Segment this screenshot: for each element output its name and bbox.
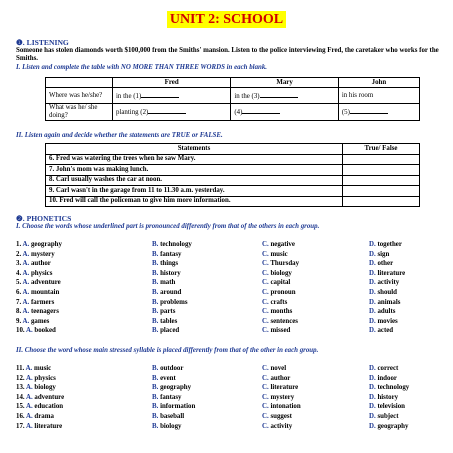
option-word: author [30,260,51,268]
answer-option[interactable] [16,308,59,315]
option-letter: B. [152,327,159,335]
option-letter: B. [152,412,159,420]
table-row [46,165,420,176]
answer-option[interactable] [369,251,389,258]
question-row [16,251,440,261]
option-word: literature [34,422,63,430]
table-row [46,154,420,165]
option-letter: B. [152,422,159,430]
question-number: 3. [16,260,22,268]
answer-option[interactable] [152,423,182,430]
answer-option[interactable] [262,299,287,306]
answer-option[interactable] [369,270,405,277]
statement-cell: 9. Carl wasn't in the garage from 11 to 11.30 a.m. yesterday. [46,186,343,197]
question-number: 2. [16,250,22,258]
answer-option[interactable] [262,260,299,267]
option-word: baseball [160,412,185,420]
option-letter: A. [22,288,30,296]
option-letter: B. [152,288,159,296]
option-letter: D. [369,384,376,392]
option-letter: A. [22,317,30,325]
option-word: drama [34,412,54,420]
answer-option[interactable] [262,318,298,325]
option-letter: B. [152,279,159,287]
answer-option[interactable] [262,403,301,410]
table-header-row [46,144,420,155]
option-letter: A. [25,327,33,335]
option-letter: C. [262,412,269,420]
option-word: author [270,374,291,382]
option-word: adults [377,308,396,316]
option-letter: C. [262,298,269,306]
answer-option[interactable] [262,241,295,248]
answer-cell[interactable] [343,186,420,197]
option-letter: D. [369,288,376,296]
option-word: crafts [270,298,288,306]
pronunciation-question-grid [16,241,440,337]
option-word: event [160,374,176,382]
option-letter: A. [25,422,33,430]
table-cell: Where was he/she? [46,88,113,104]
answer-option[interactable] [152,403,195,410]
answer-option[interactable] [369,241,402,248]
answer-option[interactable] [369,365,398,372]
option-letter: C. [262,422,269,430]
option-word: capital [270,279,291,287]
question-row [16,423,440,433]
option-word: pronoun [270,288,296,296]
option-word: novel [270,365,287,372]
question-row [16,375,440,385]
answer-option[interactable] [262,270,292,277]
option-word: teenagers [30,308,59,316]
question-row [16,384,440,394]
question-row [16,241,440,251]
question-number: 13. [16,384,25,392]
option-word: music [34,365,52,372]
answer-option[interactable] [262,251,288,258]
table-header-cell [46,78,113,88]
answer-option[interactable] [16,384,56,391]
answer-option[interactable] [262,279,290,286]
option-word: correct [377,365,399,372]
answer-option[interactable] [262,394,294,401]
statement-cell: 7. John's mom was making lunch. [46,165,343,176]
table-cell [231,88,339,104]
statement-cell: 10. Fred will call the policeman to give him more information. [46,196,343,207]
option-letter: A. [25,374,33,382]
cell-text: in the (3) [234,92,260,100]
option-word: literature [377,269,406,277]
question-number: 15. [16,403,25,411]
question-row [16,270,440,280]
answer-option[interactable] [16,375,56,382]
answer-option[interactable] [16,279,61,286]
answer-option[interactable] [369,413,399,420]
option-letter: A. [22,308,30,316]
option-letter: B. [152,365,159,372]
answer-option[interactable] [152,241,192,248]
option-letter: D. [369,308,376,316]
table-cell [113,104,231,121]
option-word: mountain [30,288,60,296]
answer-option[interactable] [369,299,400,306]
answer-cell[interactable] [343,196,420,207]
option-word: outdoor [160,365,184,372]
question-number: 14. [16,393,25,401]
option-letter: B. [152,393,159,401]
answer-cell[interactable] [343,175,420,186]
answer-option[interactable] [152,308,175,315]
answer-blank[interactable] [350,107,388,114]
phonetics-part2-instruction: II. Choose the word whose main stressed syllable is placed differently from that of the other in each group. [16,347,319,354]
option-word: physics [30,269,53,277]
question-number: 1. [16,241,22,248]
option-word: games [30,317,50,325]
option-letter: C. [262,327,269,335]
section-phonetics-heading [16,214,71,223]
option-word: history [160,269,181,277]
option-word: movies [377,317,398,325]
table-header-row [46,78,420,88]
table-cell: in his room [338,88,419,104]
option-word: animals [377,298,401,306]
answer-option[interactable] [152,413,184,420]
option-letter: B. [152,269,159,277]
section-listening-heading [16,38,69,47]
option-letter: D. [369,269,376,277]
option-word: technology [160,241,192,248]
listening-table-1 [45,77,420,121]
statement-cell: 6. Fred was watering the trees when he saw Mary. [46,154,343,165]
option-word: biology [34,384,56,392]
option-word: education [34,403,64,411]
option-letter: A. [22,260,30,268]
answer-option[interactable] [16,365,51,372]
question-number: 10. [16,327,25,335]
option-letter: A. [22,279,30,287]
question-number: 16. [16,412,25,420]
phonetics-part1-instruction: I. Choose the words whose underlined part is pronounced differently from that of the others in each group. [16,223,320,230]
answer-option[interactable] [16,260,51,267]
answer-option[interactable] [262,365,286,372]
option-word: Thursday [270,260,300,268]
answer-blank[interactable] [242,107,280,114]
option-word: literature [270,384,299,392]
option-word: mystery [270,393,295,401]
option-letter: A. [25,365,33,372]
answer-option[interactable] [16,394,64,401]
option-letter: C. [262,308,269,316]
option-letter: C. [262,269,269,277]
option-word: problems [160,298,188,306]
option-letter: C. [262,241,269,248]
option-letter: C. [262,317,269,325]
option-letter: C. [262,250,269,258]
answer-option[interactable] [369,308,395,315]
answer-option[interactable] [369,423,408,430]
answer-option[interactable] [152,375,176,382]
option-letter: B. [152,308,159,316]
answer-option[interactable] [152,327,179,334]
option-letter: C. [262,288,269,296]
answer-option[interactable] [16,413,54,420]
answer-option[interactable] [152,318,177,325]
table-row [46,104,420,121]
answer-option[interactable] [16,299,54,306]
answer-option[interactable] [152,394,182,401]
option-word: around [160,288,182,296]
section-number-icon: ❶. [16,38,25,47]
true-false-table [45,143,420,207]
table-cell [338,104,419,121]
answer-option[interactable] [152,260,178,267]
answer-option[interactable] [369,289,397,296]
option-word: fantasy [160,250,182,258]
option-word: farmers [30,298,55,306]
table-cell: What was he/ she doing? [46,104,113,121]
table-header-cell: John [338,78,419,88]
question-row [16,260,440,270]
answer-option[interactable] [152,289,181,296]
option-word: adventure [34,393,65,401]
answer-option[interactable] [369,279,399,286]
question-row [16,308,440,318]
listening-intro: Someone has stolen diamonds worth $100,000 from the Smiths' mansion. Listen to the police interviewing Fred, the caretaker who works for the Smiths. [16,47,439,63]
option-letter: D. [369,279,376,287]
answer-cell[interactable] [343,165,420,176]
question-number: 6. [16,288,22,296]
answer-option[interactable] [369,384,409,391]
answer-option[interactable] [16,270,52,277]
answer-blank[interactable] [141,91,179,98]
option-letter: B. [152,250,159,258]
answer-option[interactable] [16,289,59,296]
question-row [16,289,440,299]
table-row [46,175,420,186]
question-row [16,318,440,328]
answer-option[interactable] [152,270,181,277]
cell-text: (4) [234,109,243,116]
table-cell [113,88,231,104]
title-wrap [0,10,453,28]
unit-title: UNIT 2: SCHOOL [167,11,286,28]
option-word: tables [160,317,178,325]
answer-option[interactable] [369,375,397,382]
listening-part2-instruction: II. Listen again and decide whether the statements are TRUE or FALSE. [16,132,223,139]
question-number: 11. [16,365,25,372]
table-header-cell: True/ False [343,144,420,155]
option-word: intonation [270,403,301,411]
question-row [16,394,440,404]
answer-option[interactable] [262,423,292,430]
option-letter: D. [369,250,376,258]
option-letter: A. [22,250,30,258]
answer-option[interactable] [262,327,290,334]
answer-option[interactable] [152,251,182,258]
table-row [46,186,420,197]
answer-option[interactable] [16,403,63,410]
stress-question-grid [16,365,440,432]
question-number: 7. [16,298,22,306]
option-letter: B. [152,403,159,411]
option-letter: D. [369,317,376,325]
option-letter: C. [262,279,269,287]
option-letter: B. [152,260,159,268]
question-row [16,403,440,413]
answer-option[interactable] [16,318,49,325]
option-word: physics [34,374,56,382]
option-letter: C. [262,403,269,411]
answer-option[interactable] [369,327,393,334]
option-letter: A. [22,269,30,277]
answer-blank[interactable] [260,91,298,98]
option-letter: C. [262,365,269,372]
option-word: missed [270,327,291,335]
question-number: 5. [16,279,22,287]
answer-cell[interactable] [343,154,420,165]
option-word: television [377,403,405,411]
answer-option[interactable] [16,241,62,248]
cell-text: planting (2) [116,109,149,116]
option-letter: B. [152,384,159,392]
table-cell [231,104,339,121]
question-number: 4. [16,269,22,277]
answer-option[interactable] [16,423,62,430]
answer-option[interactable] [262,375,290,382]
option-letter: D. [369,327,376,335]
option-word: indoor [377,374,397,382]
option-word: geography [377,422,409,430]
option-word: together [377,241,402,248]
option-word: geography [30,241,62,248]
answer-option[interactable] [16,327,56,334]
option-letter: B. [152,241,159,248]
option-letter: A. [25,384,33,392]
option-word: booked [34,327,56,335]
question-row [16,299,440,309]
question-row [16,365,440,375]
answer-option[interactable] [16,251,55,258]
answer-option[interactable] [369,403,405,410]
statement-cell: 8. Carl usually washes the car at noon. [46,175,343,186]
option-word: sentences [270,317,298,325]
listening-part1-instruction: I. Listen and complete the table with NO MORE THAN THREE WORDS in each blank. [16,64,268,71]
answer-option[interactable] [262,308,292,315]
option-word: fantasy [160,393,182,401]
question-number: 17. [16,422,25,430]
option-letter: D. [369,298,376,306]
option-letter: A. [22,298,30,306]
table-header-cell: Statements [46,144,343,155]
option-word: technology [377,384,410,392]
option-letter: C. [262,393,269,401]
option-word: placed [160,327,180,335]
answer-option[interactable] [152,384,191,391]
question-row [16,413,440,423]
option-word: sign [377,250,390,258]
option-word: biology [160,422,182,430]
cell-text: in the (1) [116,92,142,100]
answer-option[interactable] [369,260,393,267]
cell-text: (5) [341,109,350,116]
option-letter: C. [262,374,269,382]
answer-option[interactable] [152,299,188,306]
question-number: 9. [16,317,22,325]
option-word: history [377,393,399,401]
option-letter: A. [25,393,33,401]
answer-option[interactable] [152,279,175,286]
option-letter: D. [369,393,376,401]
answer-option[interactable] [262,289,296,296]
section-listening-title: LISTENING [26,38,69,47]
option-letter: D. [369,412,376,420]
answer-blank[interactable] [148,107,186,114]
option-letter: B. [152,374,159,382]
table-header-cell: Mary [231,78,339,88]
option-word: geography [160,384,192,392]
question-row [16,279,440,289]
option-letter: D. [369,403,376,411]
option-word: other [377,260,394,268]
option-letter: D. [369,422,376,430]
option-letter: D. [369,374,376,382]
table-header-cell: Fred [113,78,231,88]
option-word: music [270,250,288,258]
option-word: activity [377,279,400,287]
section-number-icon: ❷. [16,214,25,223]
option-word: months [270,308,293,316]
question-number: 12. [16,374,25,382]
option-letter: A. [25,403,33,411]
answer-option[interactable] [369,318,398,325]
table-row [46,196,420,207]
option-letter: D. [369,241,376,248]
option-letter: C. [262,260,269,268]
option-word: subject [377,412,399,420]
table-row [46,88,420,104]
option-letter: A. [25,412,33,420]
option-word: suggest [270,412,292,420]
option-word: math [160,279,176,287]
option-word: parts [160,308,176,316]
question-row [16,327,440,337]
option-word: acted [377,327,394,335]
option-word: activity [270,422,293,430]
answer-option[interactable] [262,384,298,391]
answer-option[interactable] [262,413,292,420]
option-word: negative [270,241,295,248]
option-letter: A. [22,241,30,248]
question-number: 8. [16,308,22,316]
option-word: information [160,403,196,411]
answer-option[interactable] [369,394,398,401]
section-phonetics-title: PHONETICS [26,214,72,223]
option-word: biology [270,269,292,277]
option-letter: D. [369,260,376,268]
option-letter: B. [152,298,159,306]
option-word: adventure [30,279,61,287]
option-letter: C. [262,384,269,392]
option-word: things [160,260,179,268]
option-letter: D. [369,365,376,372]
answer-option[interactable] [152,365,183,372]
option-word: should [377,288,397,296]
option-letter: B. [152,317,159,325]
option-word: mystery [30,250,55,258]
